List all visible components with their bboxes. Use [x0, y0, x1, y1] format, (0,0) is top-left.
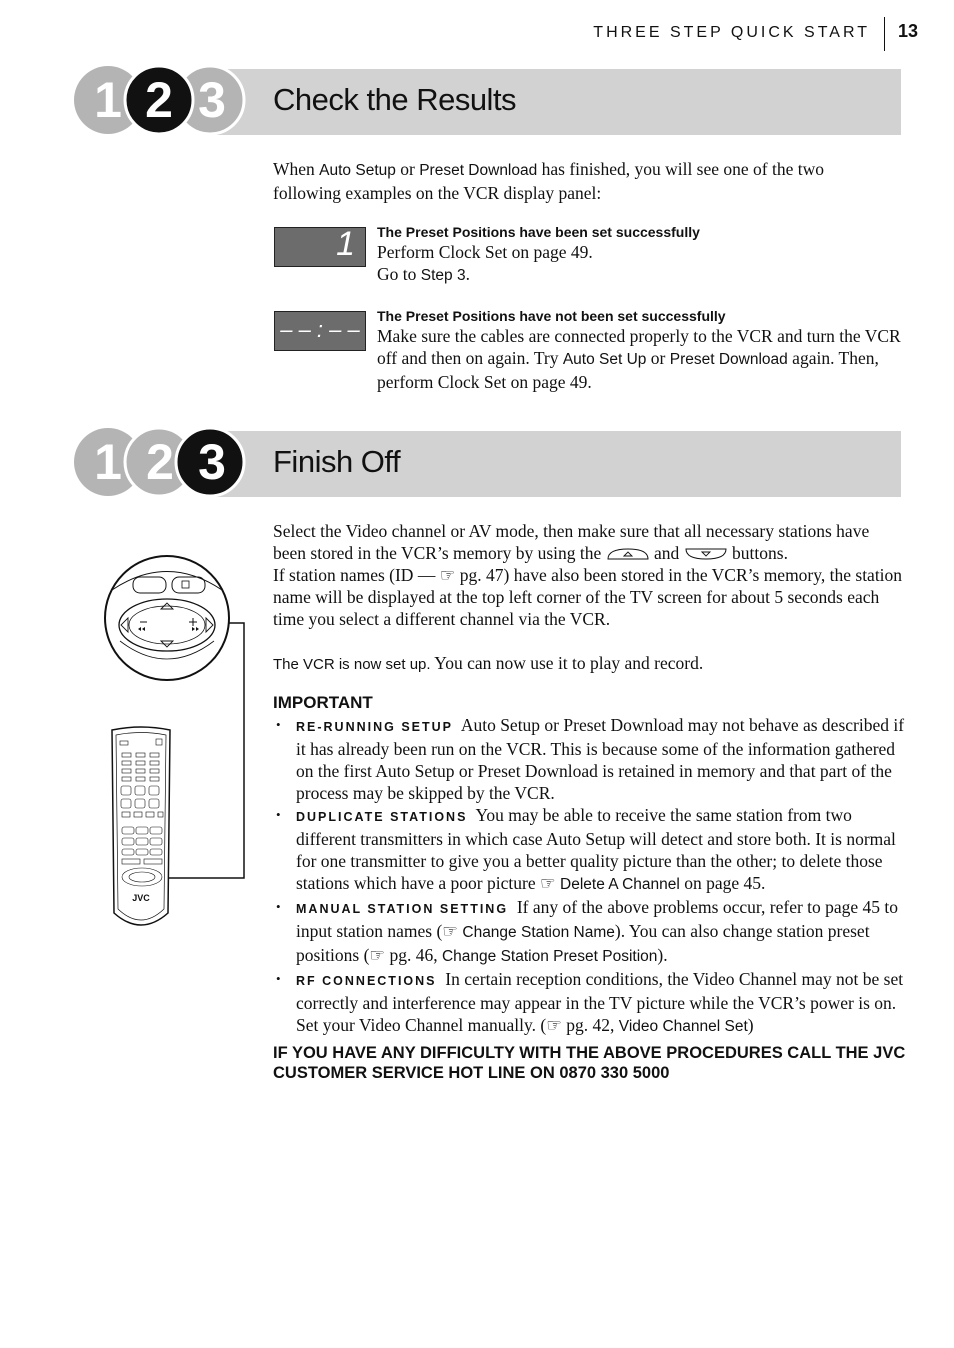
finish-paragraph: Select the Video channel or AV mode, then make sure that all necessary stations have been stored in the VCR’s memory by using the and buttons. If station names (ID — ☞ pg. 47) have also been stored in the VCR’s memory, the station name will be displayed at the top left corner of the TV screen for about 5 seconds each time you select a different channel via the VCR.: [273, 521, 903, 629]
keyword: Delete A Channel: [560, 876, 680, 893]
section-banner-finish-off: [214, 431, 901, 497]
step-indicator-2: [72, 64, 247, 136]
hotline-notice: IF YOU HAVE ANY DIFFICULTY WITH THE ABOVE PROCEDURES CALL THE JVC CUSTOMER SERVICE HOT LINE ON 0870 330 5000: [273, 1044, 906, 1082]
step-digit-3: 3: [198, 434, 226, 490]
list-item: • RE-RUNNING SETUP Auto Setup or Preset Download may not behave as described if it has already been run on the VCR. This is because some of the information gathered on the first Auto Setup or Preset Download is retained in memory and that part of the process may be skipped by the VCR.: [273, 714, 905, 804]
channel-down-button-icon: [684, 547, 728, 561]
step-digit-3: 3: [198, 72, 226, 128]
keyword: Preset Download: [419, 162, 538, 179]
result-text: Make sure the cables are connected properly to the VCR and turn the VCR off and then on again. Try Auto Set Up or Preset Download again. Then, perform Clock Set on page 49.: [377, 326, 901, 392]
vcr-display-success: [274, 227, 366, 267]
keyword: Auto Set Up: [562, 351, 647, 368]
header-divider: [884, 17, 885, 51]
remote-control-illustration: [100, 555, 250, 935]
section-title: Check the Results: [273, 82, 517, 117]
step-digit-1: 1: [94, 434, 122, 490]
keyword: Video Channel Set: [618, 1018, 748, 1035]
vcr-display-failure: [274, 311, 366, 351]
remote-brand-logo: JVC: [132, 893, 150, 903]
keyword: The VCR is now set up.: [273, 656, 431, 673]
important-heading: IMPORTANT: [273, 693, 373, 712]
channel-up-button-icon: [606, 547, 650, 561]
zoom-circle: [105, 556, 229, 680]
step-digit-2: 2: [146, 434, 174, 490]
keyword: Preset Download: [669, 351, 788, 368]
result-success: [377, 223, 907, 287]
bullet-label: RF CONNECTIONS: [296, 974, 437, 988]
result-line: Perform Clock Set on page 49.: [377, 242, 593, 262]
section-banner-check-results: [214, 69, 901, 135]
step-digit-1: 1: [94, 72, 122, 128]
section-title: Finish Off: [273, 444, 401, 479]
list-item: • MANUAL STATION SETTING If any of the above problems occur, refer to page 45 to input station names (☞ Change Station Name). You can also change station preset positions (☞ pg. 46, Change Station Preset Position).: [273, 896, 905, 968]
bullet-label: DUPLICATE STATIONS: [296, 810, 468, 824]
list-item: • RF CONNECTIONS In certain reception conditions, the Video Channel may not be set correctly and interference may appear in the TV picture while the VCR’s power is on. Set your Video Channel manually. (☞ pg. 42, Video Channel Set): [273, 968, 905, 1038]
step-digit-2: 2: [145, 72, 173, 128]
bullet-label: RE-RUNNING SETUP: [296, 720, 454, 734]
page-number: 13: [898, 21, 919, 41]
bullet-label: MANUAL STATION SETTING: [296, 902, 509, 916]
step-indicator-3: [72, 426, 247, 498]
result-failure: [377, 307, 907, 393]
list-item: • DUPLICATE STATIONS You may be able to receive the same station from two different transmitters in which case Auto Setup will detect and store both. It is normal for one transmitter to give you a better quality picture than the other; to delete those stations which have a poor picture ☞ Delete A Channel on page 45.: [273, 804, 905, 896]
running-title: THREE STEP QUICK START: [593, 24, 870, 41]
keyword: Change Station Name: [462, 924, 615, 941]
result-line: Go to Step 3.: [377, 264, 470, 284]
intro-paragraph: When Auto Setup or Preset Download has finished, you will see one of the two following examples on the VCR display panel:: [273, 159, 825, 203]
result-heading: The Preset Positions have not been set successfully: [377, 308, 726, 324]
display-readout: 1: [336, 225, 355, 263]
keyword: Auto Setup: [319, 162, 396, 179]
keyword: Step 3: [420, 267, 466, 284]
result-heading: The Preset Positions have been set successfully: [377, 224, 700, 240]
setup-complete-paragraph: The VCR is now set up. You can now use it to play and record.: [273, 653, 704, 673]
important-list: [273, 714, 905, 1038]
keyword: Change Station Preset Position: [441, 948, 658, 965]
display-readout: – – : – –: [280, 317, 360, 342]
